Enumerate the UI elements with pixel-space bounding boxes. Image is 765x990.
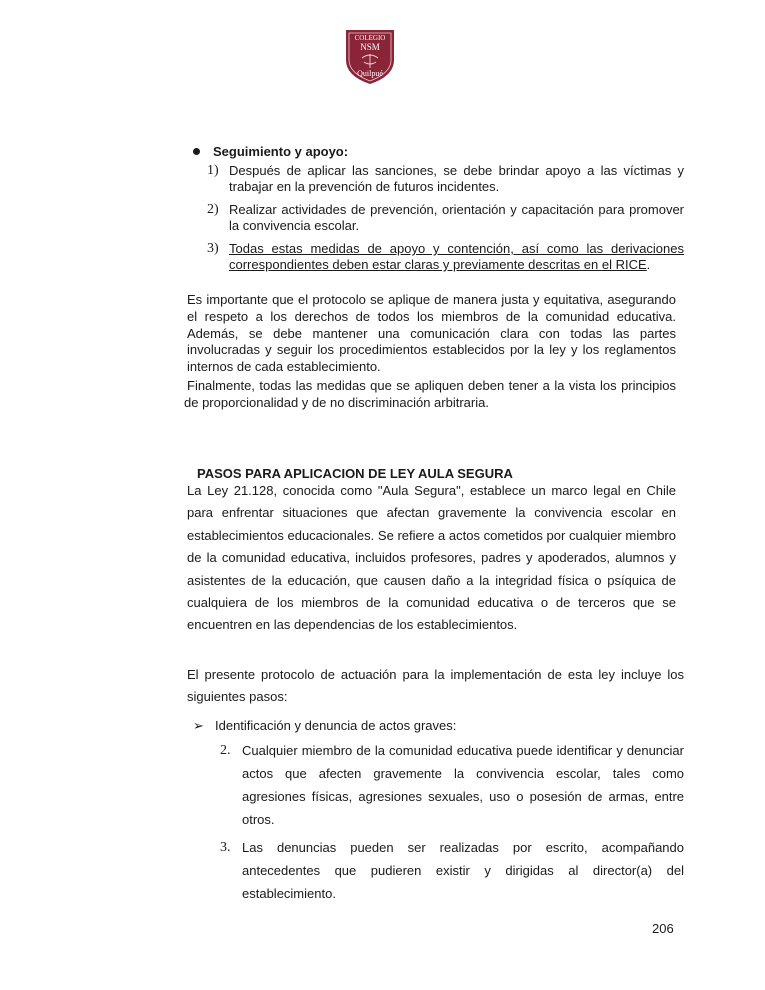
bullet-icon bbox=[193, 148, 200, 155]
identificacion-list bbox=[218, 739, 684, 910]
step-identificacion-title: ➢ Identificación y denuncia de actos graves: bbox=[193, 718, 457, 733]
school-logo bbox=[342, 26, 398, 86]
list-item: 3) Todas estas medidas de apoyo y contención, así como las derivaciones correspondientes deben estar claras y previamente descritas en el RICE. bbox=[207, 241, 684, 272]
logo-line3: Quilpué bbox=[357, 69, 383, 78]
list-item: 3. Las denuncias pueden ser realizadas por escrito, acompañando antecedentes que pudieren existir y dirigidas al director(a) del establecimiento. bbox=[220, 840, 684, 901]
list-item: 2. Cualquier miembro de la comunidad educativa puede identificar y denunciar actos que afecten gravemente la convivencia escolar, tales como agresiones físicas, agresiones sexuales, uso o posesión de armas, entre otros. bbox=[220, 743, 684, 827]
page-number: 206 bbox=[652, 921, 674, 936]
seguimiento-list bbox=[205, 163, 684, 280]
list-item: 2) Realizar actividades de prevención, orientación y capacitación para promover la convivencia escolar. bbox=[207, 202, 684, 233]
logo-line1: COLEGIO bbox=[354, 34, 386, 42]
paragraph-finalmente: Finalmente, todas las medidas que se apliquen deben tener a la vista los principios de proporcionalidad y de no discriminación arbitraria. bbox=[184, 378, 676, 410]
paragraph-importance: Es importante que el protocolo se aplique de manera justa y equitativa, asegurando el respeto a los derechos de todos los miembros de la comunidad educativa. Además, se debe mantener una comunicación clara con todas las partes involucradas y seguir los procedimientos establecidos por la ley y los reglamentos internos de cada establecimiento. bbox=[187, 292, 676, 375]
paragraph-protocolo: El presente protocolo de actuación para la implementación de esta ley incluye los siguientes pasos: bbox=[187, 667, 684, 705]
arrow-bullet-icon: ➢ bbox=[193, 718, 204, 733]
list-item: 1) Después de aplicar las sanciones, se debe brindar apoyo a las víctimas y trabajar en la prevención de futuros incidentes. bbox=[207, 163, 684, 194]
section-seguimiento-title: Seguimiento y apoyo: bbox=[193, 144, 348, 159]
paragraph-ley-description: La Ley 21.128, conocida como "Aula Segura", establece un marco legal en Chile para enfrentar situaciones que afectan gravemente la convivencia escolar en establecimientos educacionales. Se refiere a actos cometidos por cualquier miembro de la comunidad educativa, incluidos profesores, padres y apoderados, alumnos y asistentes de la educación, que causen daño a la integridad física o psíquica de cualquiera de los miembros de la comunidad educativa o de terceros que se encuentren en las dependencias de los establecimientos. bbox=[187, 483, 676, 633]
logo-line2: NSM bbox=[360, 42, 380, 52]
heading-aula-segura: PASOS PARA APLICACION DE LEY AULA SEGURA bbox=[197, 466, 513, 481]
